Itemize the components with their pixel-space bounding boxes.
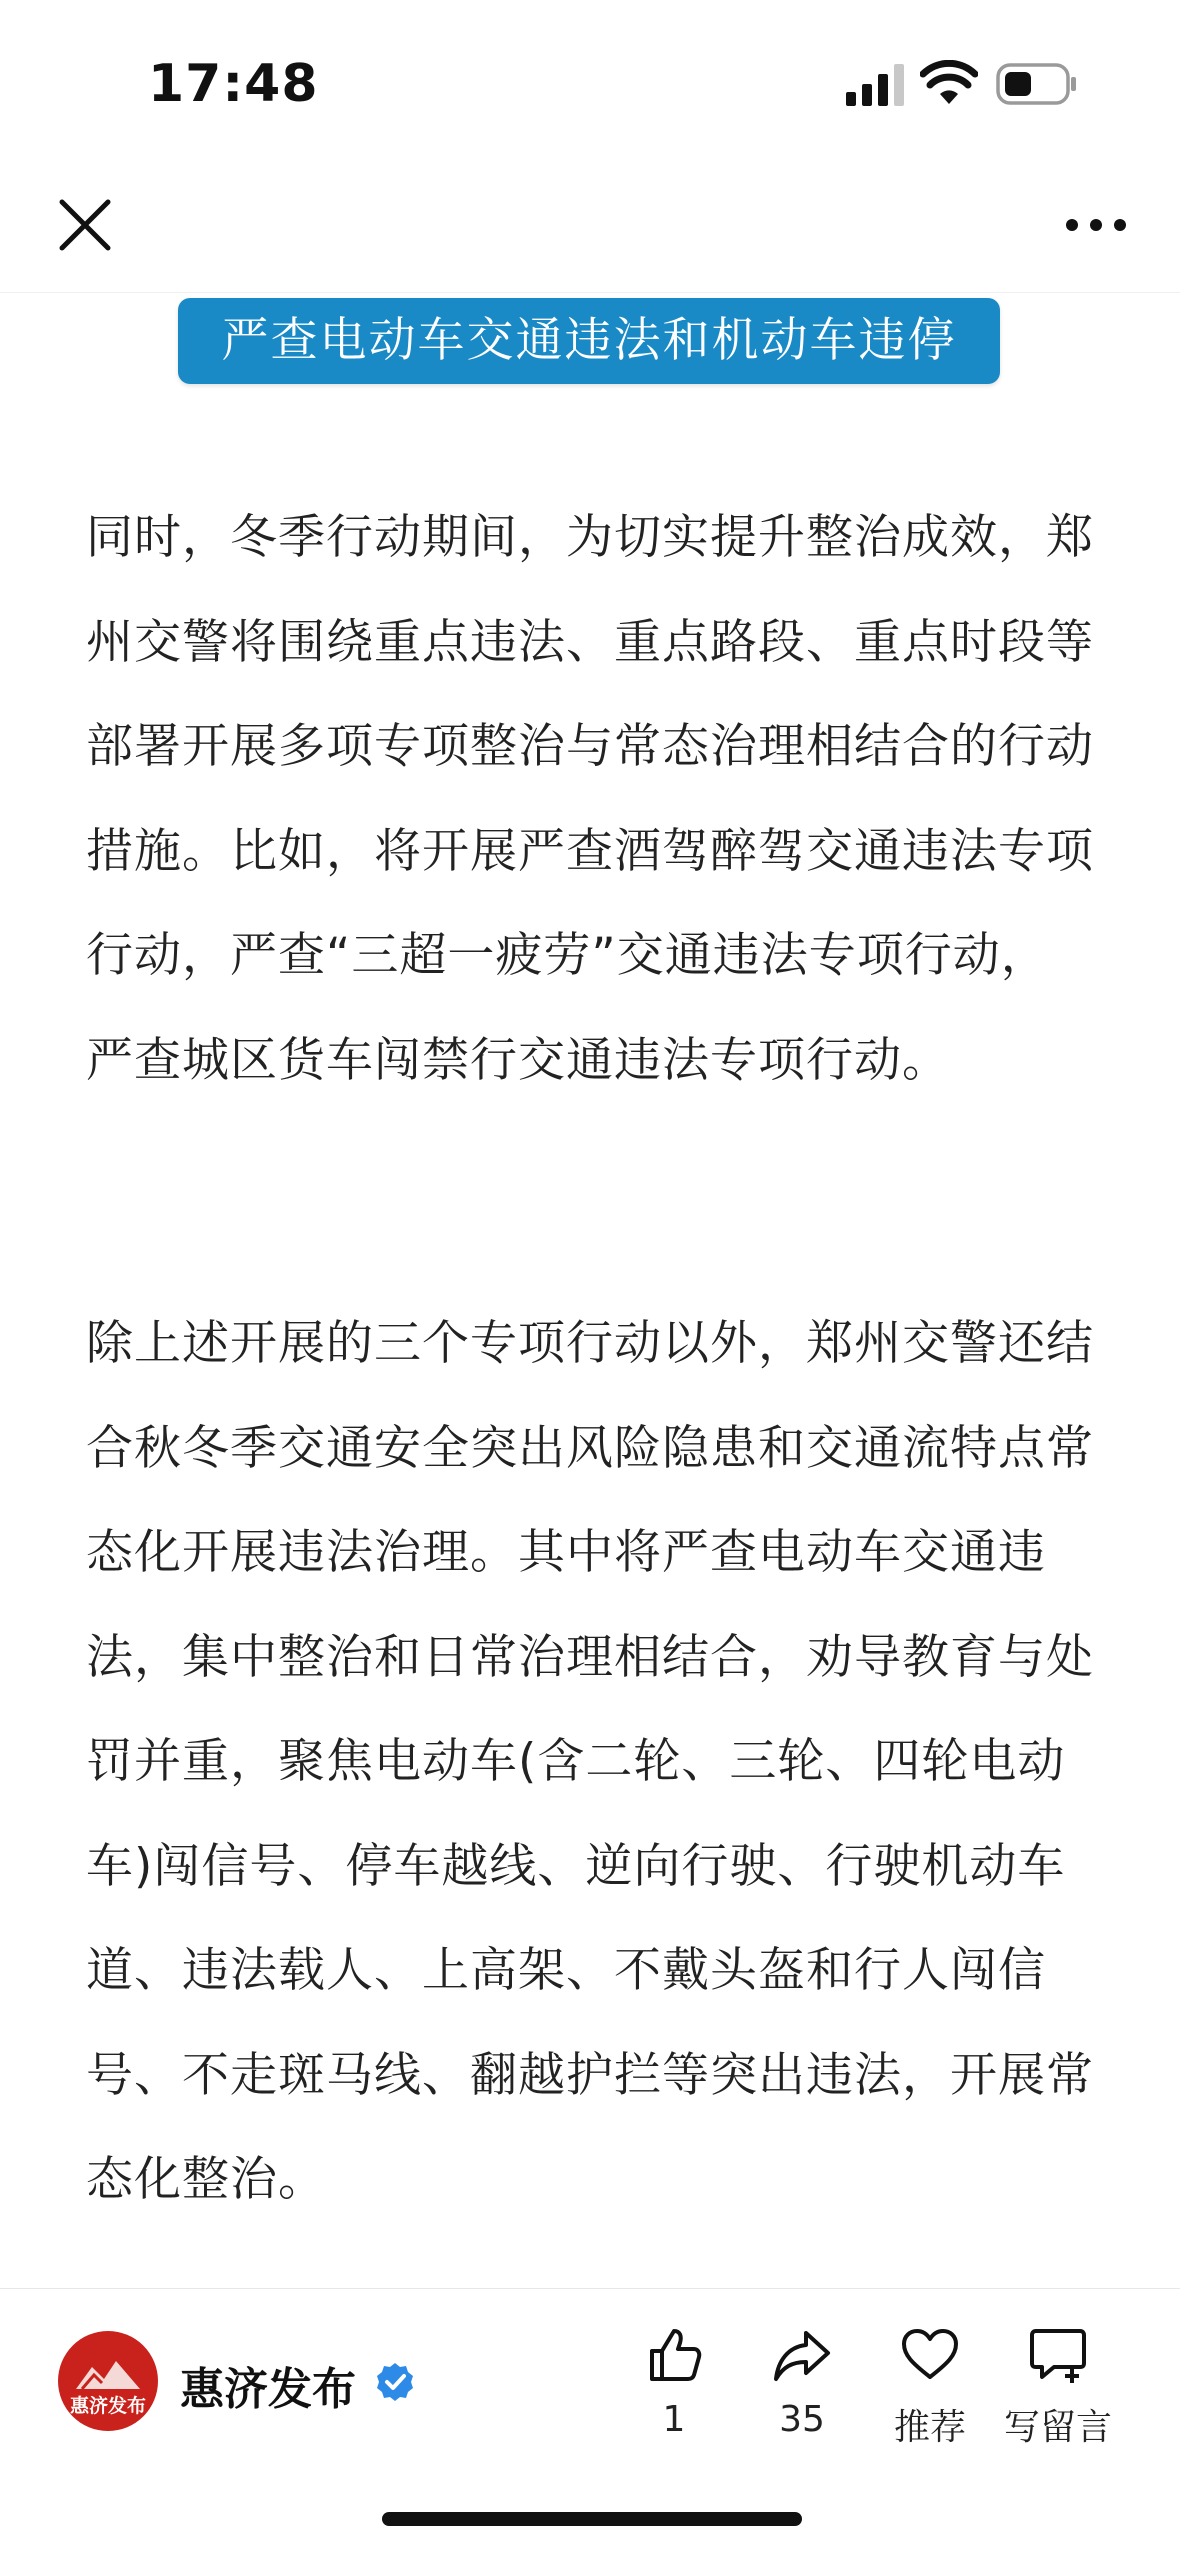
comment-button[interactable] <box>998 2325 1118 2450</box>
article-paragraph-2: 除上述开展的三个专项行动以外，郑州交警还结合秋冬季交通安全突出风险隐患和交通流特点常态化开展违法治理。其中将严查电动车交通违法，集中整治和日常治理相结合，劝导教育与处罚并重，聚焦电动车(含二轮、三轮、四轮电动车)闯信号、停车越线、逆向行驶、行驶机动车道、违法载人、上高架、不戴头盔和行人闯信号、不走斑马线、翻越护拦等突出违法，开展常态化整治。 <box>86 1316 1094 2207</box>
like-count: 1 <box>662 2399 686 2440</box>
heart-icon <box>900 2325 960 2385</box>
battery-icon <box>996 62 1078 106</box>
more-icon[interactable] <box>1060 200 1132 250</box>
article-paragraph-1: 同时，冬季行动期间，为切实提升整治成效，郑州交警将围绕重点违法、重点路段、重点时段等部署开展多项专项整治与常态治理相结合的行动措施。比如，将开展严查酒驾醉驾交通违法专项行动，严查“三超一疲劳”交通违法专项行动，严查城区货车闯禁行交通违法专项行动。 <box>86 510 1094 1088</box>
section-banner: 严查电动车交通违法和机动车违停 <box>178 298 1000 384</box>
like-button[interactable] <box>614 2325 734 2440</box>
wifi-icon <box>920 60 978 106</box>
signal-icon <box>846 64 904 106</box>
share-count: 35 <box>779 2399 825 2440</box>
share-icon <box>772 2325 832 2385</box>
comment-label: 写留言 <box>1003 2407 1112 2448</box>
author-name[interactable]: 惠济发布 <box>180 2364 356 2415</box>
close-icon[interactable] <box>52 192 118 258</box>
share-button[interactable] <box>742 2325 862 2440</box>
comment-icon <box>1028 2325 1088 2385</box>
recommend-button[interactable] <box>870 2325 990 2450</box>
verified-badge-icon <box>374 2361 416 2403</box>
avatar-label: 惠济发布 <box>69 2395 146 2417</box>
home-indicator <box>382 2512 802 2526</box>
recommend-label: 推荐 <box>893 2407 966 2448</box>
status-bar <box>0 0 1180 170</box>
nav-bar <box>0 170 1180 293</box>
status-time: 17:48 <box>148 54 319 114</box>
author-avatar[interactable] <box>58 2331 158 2431</box>
thumbs-up-icon <box>644 2325 704 2385</box>
